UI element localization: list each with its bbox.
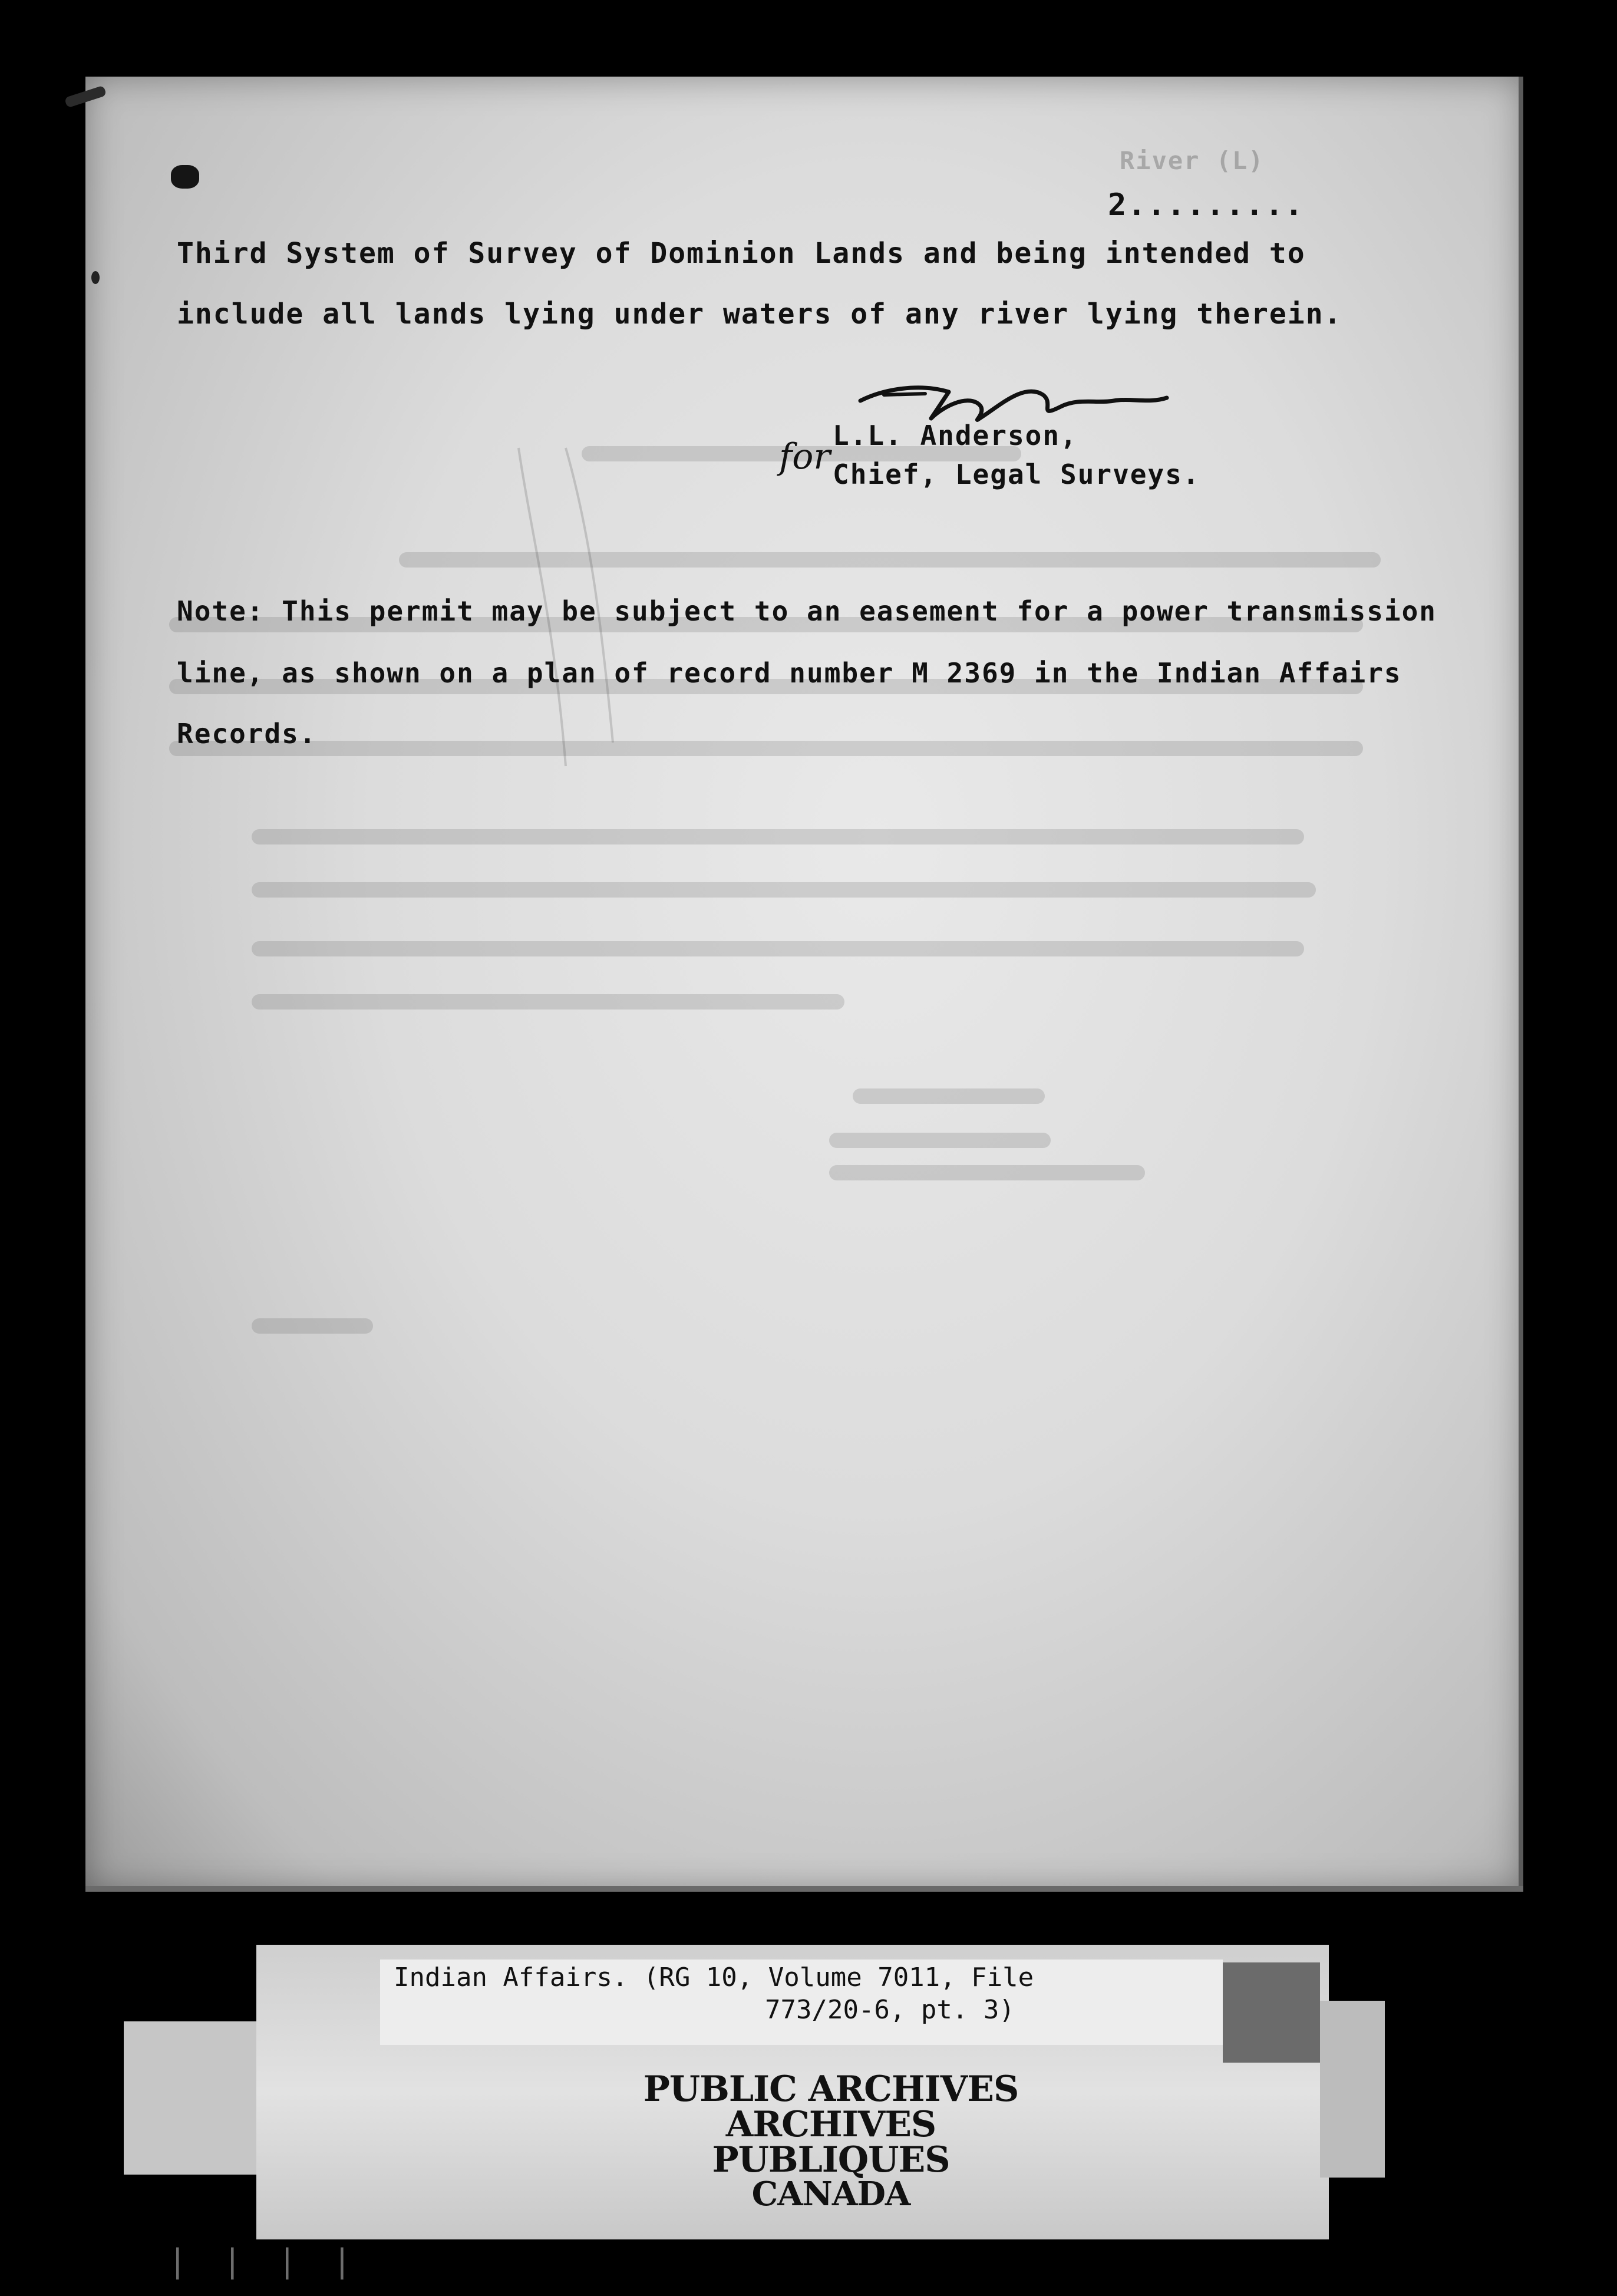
label-tab-right — [1320, 2001, 1385, 2178]
stamp-line: CANADA — [751, 2175, 910, 2213]
label-slip-shadow — [1223, 1962, 1320, 2063]
archive-reference-line: Indian Affairs. (RG 10, Volume 7011, File — [394, 1962, 1034, 1992]
archive-reference-line: 773/20-6, pt. 3) — [765, 1995, 1015, 2025]
file-reference-faint: River (L) — [1120, 146, 1265, 175]
signatory-title: Chief, Legal Surveys. — [833, 458, 1200, 490]
stamp-line: ARCHIVES PUBLIQUES — [712, 2104, 950, 2180]
film-edge-marks: | | | | — [168, 2242, 360, 2279]
label-tab-left — [124, 2021, 277, 2175]
per-mark: for — [779, 436, 831, 477]
stamp-line: PUBLIC ARCHIVES — [643, 2069, 1019, 2110]
page-number: 2......... — [1108, 187, 1305, 223]
body-text-line: include all lands lying under waters of any river lying therein. — [177, 298, 1342, 331]
body-text-line: Third System of Survey of Dominion Lands and being intended to — [177, 237, 1306, 270]
archives-stamp — [619, 2071, 1043, 2211]
signatory-name: L.L. Anderson, — [833, 420, 1078, 451]
note-text-line: Records. — [177, 718, 317, 750]
note-text-line: line, as shown on a plan of record number M 2369 in the Indian Affairs — [177, 657, 1402, 689]
note-text-line: Note: This permit may be subject to an easement for a power transmission — [177, 595, 1437, 627]
